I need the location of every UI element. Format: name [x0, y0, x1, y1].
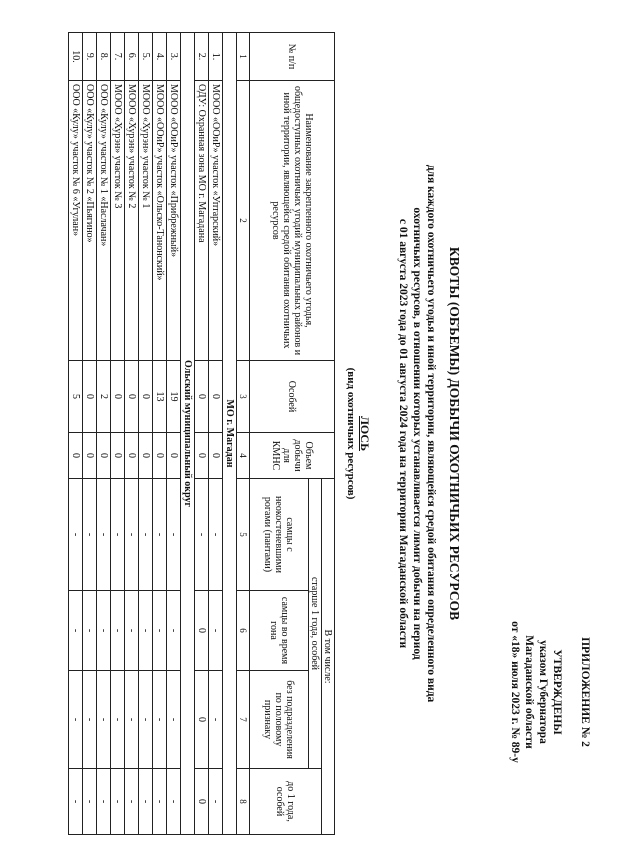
col-number: 8 [237, 769, 250, 835]
row-no-sex: - [139, 671, 153, 769]
header-name: Наименование закрепленного охотничьего угодья, общедоступных охотничьих угодий муниципальных районов и иной территории, являющейся средой обитания охотничьих ресурсов [250, 81, 335, 361]
approved-region: Магаданской области [523, 635, 535, 749]
row-total: 2 [97, 361, 111, 433]
approved-label: УТВЕРЖДЕНЫ [551, 649, 563, 735]
row-males-rut: - [167, 591, 181, 671]
row-no-sex: - [83, 671, 97, 769]
row-total: 19 [167, 361, 181, 433]
row-total: 0 [125, 361, 139, 433]
header-older: старше 1 года, особей [309, 479, 322, 769]
row-name: МООО «Хурэн» участок № 1 [139, 81, 153, 361]
row-males-antlers: - [139, 479, 153, 591]
row-number: 7. [111, 33, 125, 81]
row-kmns: 0 [111, 433, 125, 479]
row-males-antlers: - [167, 479, 181, 591]
row-name: МООО «Хурэн» участок № 3 [111, 81, 125, 361]
row-number: 3. [167, 33, 181, 81]
header-num: № п/п [250, 33, 335, 81]
table-row [195, 33, 209, 835]
row-total: 0 [83, 361, 97, 433]
header-kmns: Объем добычи для КМНС [250, 433, 335, 479]
table-row [111, 33, 125, 835]
col-number: 3 [237, 361, 250, 433]
row-number: 6. [125, 33, 139, 81]
row-name: МООО «Хурэн» участок № 2 [125, 81, 139, 361]
col-number: 5 [237, 479, 250, 591]
header-males-rut: самцы во время гона [250, 591, 309, 671]
row-under1: - [83, 769, 97, 835]
row-males-antlers: - [83, 479, 97, 591]
row-name: МООО «ООиР» участок «Ольско-Танонский» [153, 81, 167, 361]
row-name: ООО «Кулу» участок № 6 «Угулан» [69, 81, 83, 361]
row-males-rut: - [209, 591, 223, 671]
table-row [69, 33, 83, 835]
row-males-rut: - [83, 591, 97, 671]
row-kmns: 0 [167, 433, 181, 479]
group-label: Ольский муниципальный округ [181, 33, 195, 835]
row-total: 0 [111, 361, 125, 433]
row-no-sex: - [209, 671, 223, 769]
row-males-antlers: - [153, 479, 167, 591]
page-subtitle [396, 0, 438, 867]
group-label: МО г. Магадан [223, 33, 237, 835]
row-total: 0 [195, 361, 209, 433]
row-kmns: 0 [83, 433, 97, 479]
row-name: ОДУ: Охранная зона МО г. Магадана [195, 81, 209, 361]
row-number: 4. [153, 33, 167, 81]
row-number: 10. [69, 33, 83, 81]
row-under1: - [69, 769, 83, 835]
row-under1: - [139, 769, 153, 835]
col-number: 1 [237, 33, 250, 81]
row-kmns: 0 [125, 433, 139, 479]
row-males-rut: - [125, 591, 139, 671]
header-under1: до 1 года, особей [250, 769, 322, 835]
row-under1: 0 [195, 769, 209, 835]
row-no-sex: - [97, 671, 111, 769]
row-males-rut: - [97, 591, 111, 671]
row-no-sex: - [69, 671, 83, 769]
row-no-sex: - [125, 671, 139, 769]
row-males-rut: - [111, 591, 125, 671]
row-kmns: 0 [69, 433, 83, 479]
row-number: 1. [209, 33, 223, 81]
species-note: (вид охотничьих ресурсов) [345, 367, 357, 500]
header-no-sex: без подразделения по половому признаку [250, 671, 309, 769]
subtitle-line-3: с 01 августа 2023 года до 01 августа 2024 года на территории Магаданской области [397, 218, 409, 649]
row-number: 2. [195, 33, 209, 81]
row-males-rut: - [69, 591, 83, 671]
row-males-rut: 0 [195, 591, 209, 671]
row-under1: - [97, 769, 111, 835]
row-kmns: 0 [153, 433, 167, 479]
row-no-sex: - [167, 671, 181, 769]
row-kmns: 0 [209, 433, 223, 479]
row-number: 5. [139, 33, 153, 81]
row-no-sex: - [153, 671, 167, 769]
row-males-antlers: - [125, 479, 139, 591]
row-no-sex: - [111, 671, 125, 769]
table-row [125, 33, 139, 835]
row-number: 8. [97, 33, 111, 81]
appendix-block [508, 562, 592, 822]
table-row [139, 33, 153, 835]
row-males-antlers: - [69, 479, 83, 591]
table-body [69, 33, 237, 835]
header-total: Особей [250, 361, 335, 433]
row-kmns: 0 [97, 433, 111, 479]
row-males-rut: - [153, 591, 167, 671]
table-row [83, 33, 97, 835]
row-total: 5 [69, 361, 83, 433]
row-name: ООО «Кулу» участок № 2 «Пьягино» [83, 81, 97, 361]
header-including: В том числе: [322, 479, 335, 835]
row-males-antlers: - [111, 479, 125, 591]
row-under1: - [111, 769, 125, 835]
row-number: 9. [83, 33, 97, 81]
row-under1: - [209, 769, 223, 835]
row-no-sex: 0 [195, 671, 209, 769]
approved-date: от «18» июля 2023 г. № 89-у [509, 621, 521, 763]
col-number: 2 [237, 81, 250, 361]
row-under1: - [153, 769, 167, 835]
group-row [181, 33, 195, 835]
col-number: 7 [237, 671, 250, 769]
appendix-number: ПРИЛОЖЕНИЕ № 2 [579, 637, 591, 747]
row-name: МООО «ООиР» участок «Прибрежный» [167, 81, 181, 361]
row-under1: - [167, 769, 181, 835]
row-total: 0 [139, 361, 153, 433]
species-name: ЛОСЬ [358, 415, 372, 452]
table-row [167, 33, 181, 835]
header-males-antlers: самцы с неокостеневшими рогами (пантами) [250, 479, 309, 591]
row-males-rut: - [139, 591, 153, 671]
quota-table [68, 32, 335, 835]
row-kmns: 0 [195, 433, 209, 479]
row-name: МООО «ООиР» участок «Уптарский» [209, 81, 223, 361]
col-number: 4 [237, 433, 250, 479]
approved-by: указом Губернатора [537, 640, 549, 744]
table-row [97, 33, 111, 835]
row-males-antlers: - [195, 479, 209, 591]
col-number: 6 [237, 591, 250, 671]
subtitle-line-1: для каждого охотничьего угодья и иной территории, являющейся средой обитания определенного вида [425, 164, 437, 703]
table-row [209, 33, 223, 835]
row-total: 0 [209, 361, 223, 433]
subtitle-line-2: охотничьих ресурсов, в отношении которых устанавливается лимит добычи на период [411, 207, 423, 660]
page-title: КВОТЫ (ОБЪЕМЫ) ДОБЫЧИ ОХОТНИЧЬИХ РЕСУРСОВ [447, 246, 462, 621]
row-kmns: 0 [139, 433, 153, 479]
row-total: 13 [153, 361, 167, 433]
row-males-antlers: - [209, 479, 223, 591]
group-row [223, 33, 237, 835]
table-row [153, 33, 167, 835]
row-males-antlers: - [97, 479, 111, 591]
row-under1: - [125, 769, 139, 835]
row-name: ООО «Кулу» участок № 1 «Наслачан» [97, 81, 111, 361]
